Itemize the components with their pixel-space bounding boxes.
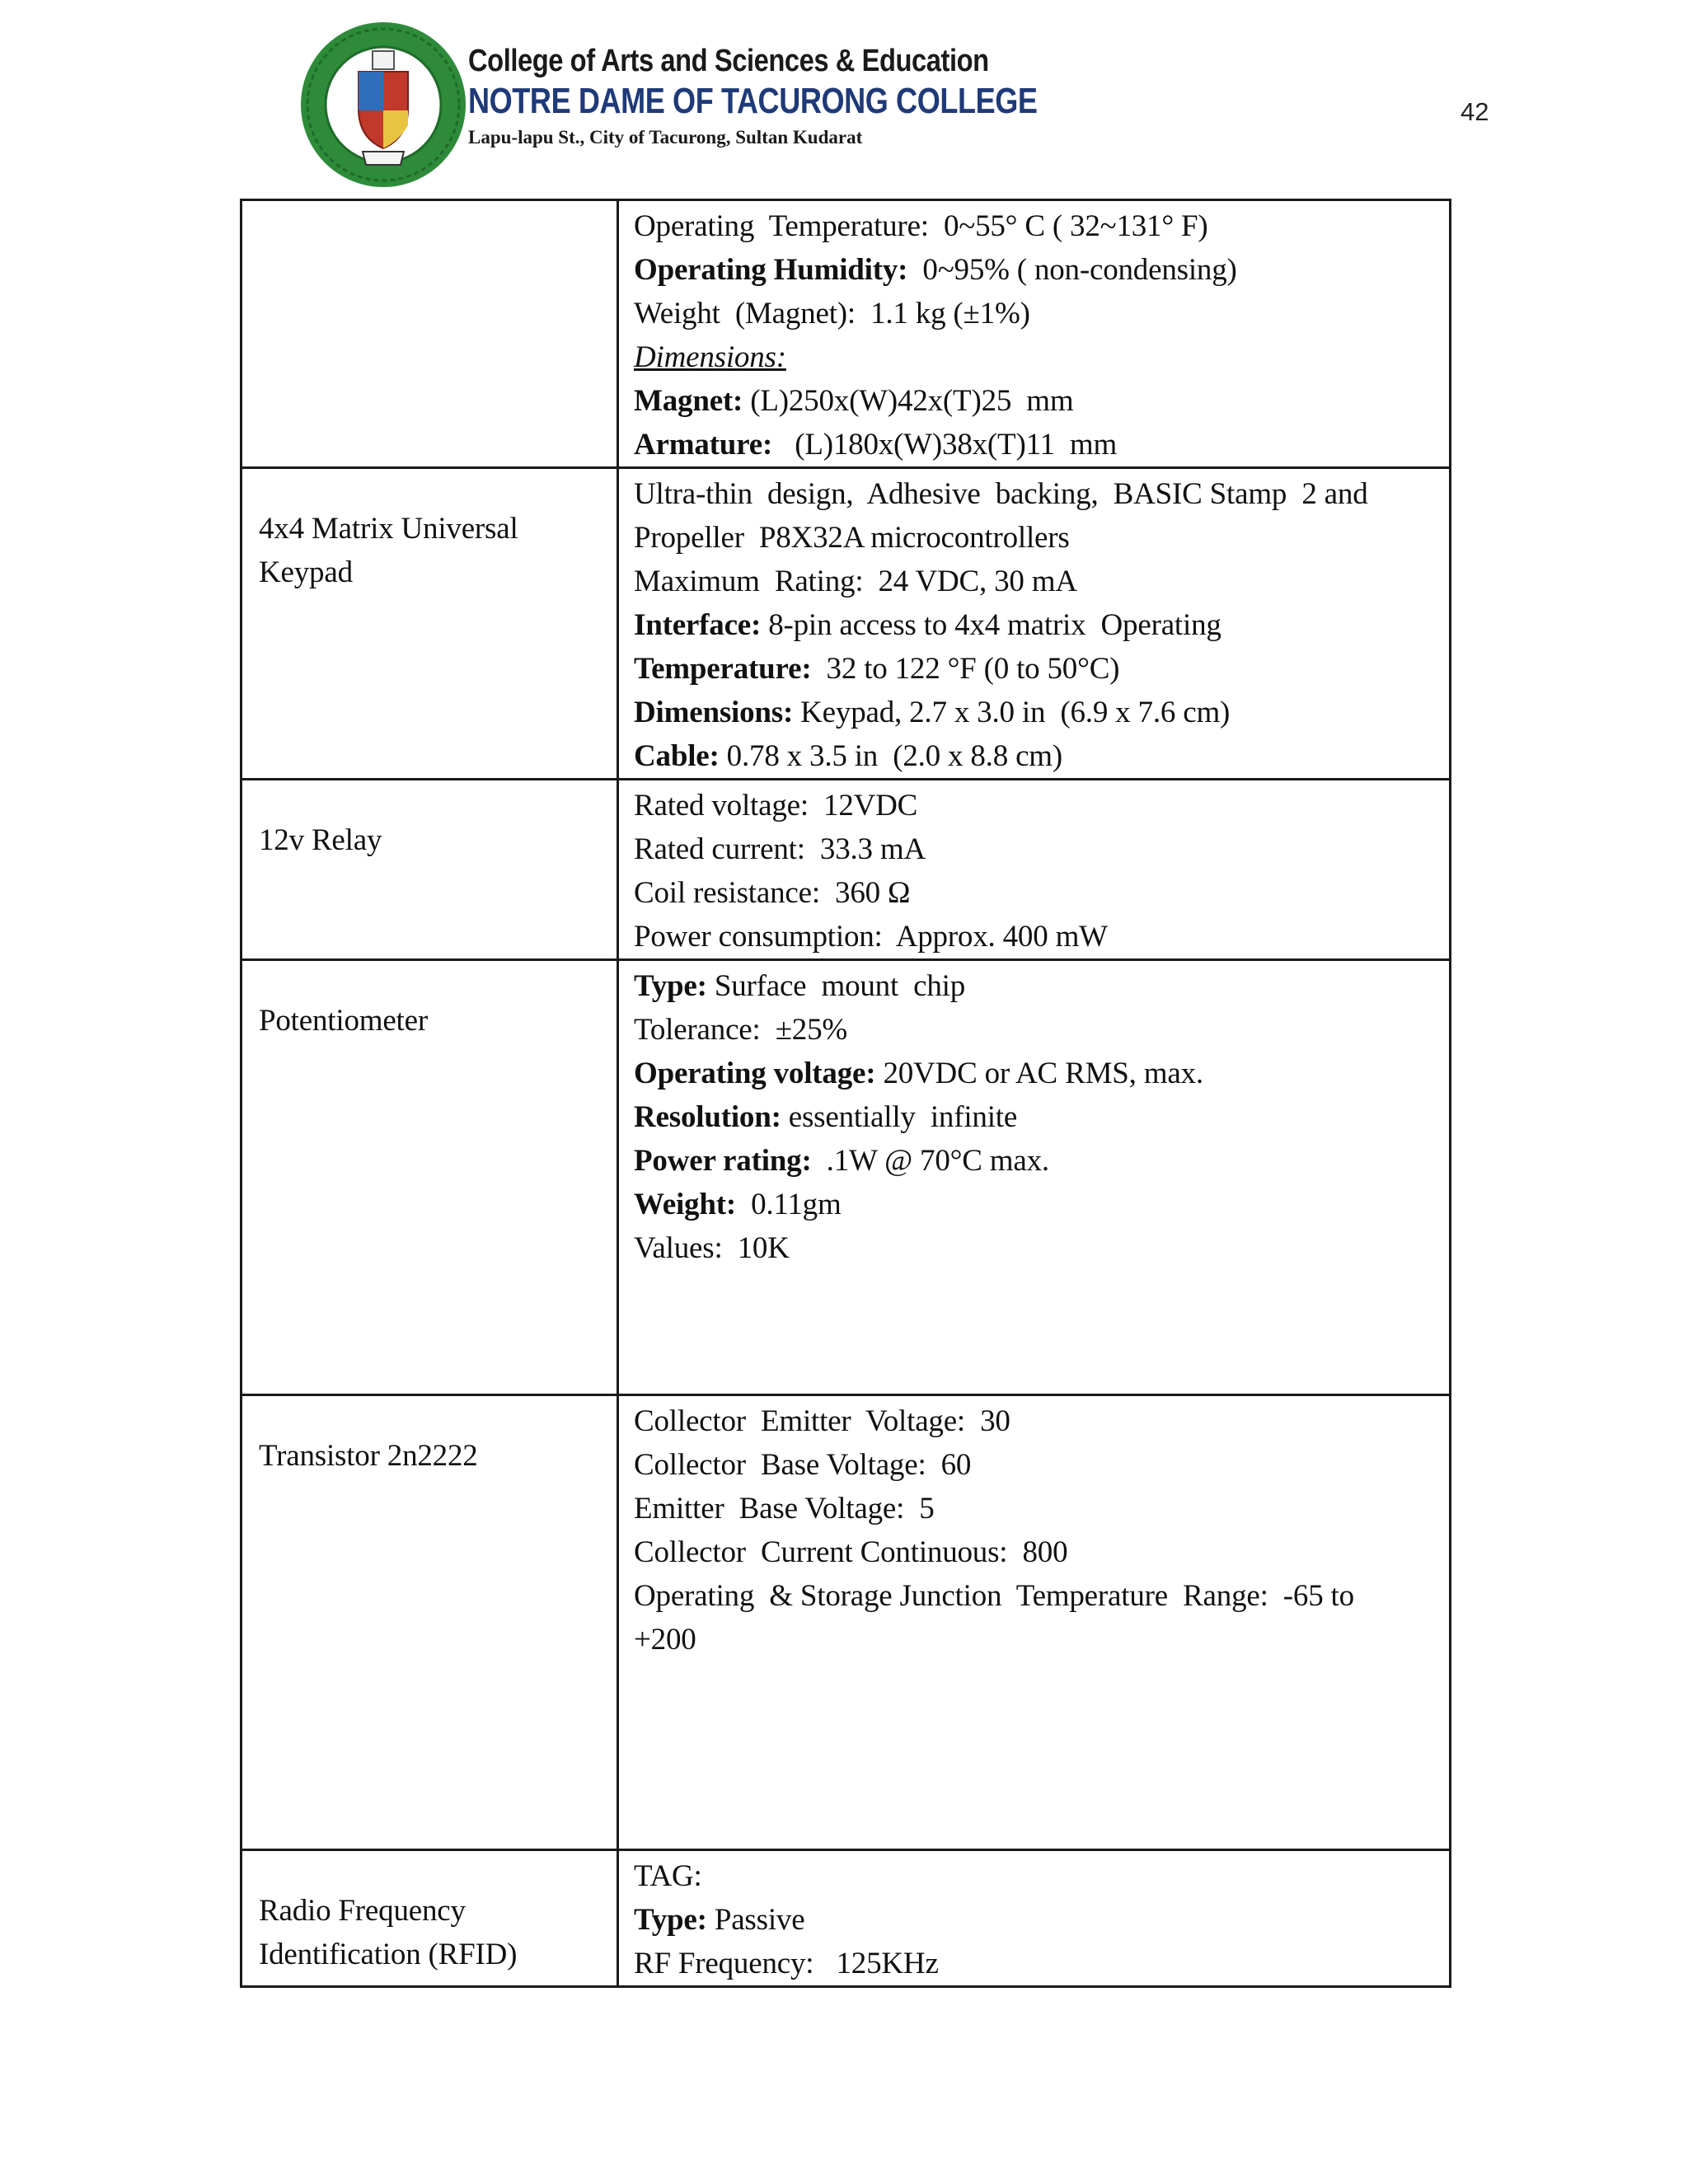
- spec-value: Rated voltage: 12VDC: [634, 789, 918, 823]
- spec-line: [634, 647, 1441, 691]
- spec-value: 20VDC or AC RMS, max.: [875, 1057, 1203, 1090]
- spec-line: [634, 379, 1441, 423]
- spec-label: Type:: [634, 969, 707, 1003]
- spec-value: Ultra-thin design, Adhesive backing, BASIC Stamp 2 and: [634, 477, 1368, 511]
- table-row: [241, 200, 1451, 468]
- spec-line: [634, 204, 1441, 248]
- table-row: [241, 468, 1451, 780]
- spec-label: Cable:: [634, 739, 720, 773]
- spec-label: Resolution:: [634, 1100, 781, 1134]
- spec-value: Operating Temperature: 0~55° C ( 32~131° F): [634, 209, 1208, 243]
- spec-line: [634, 964, 1441, 1008]
- spec-value: (L)250x(W)42x(T)25 mm: [743, 384, 1074, 418]
- spec-value: Keypad, 2.7 x 3.0 in (6.9 x 7.6 cm): [793, 696, 1231, 729]
- spec-value: Values: 10K: [634, 1231, 790, 1265]
- spec-line: [634, 1008, 1441, 1052]
- spec-label: Operating Humidity:: [634, 253, 908, 287]
- component-name-line: Identification (RFID): [259, 1938, 518, 1971]
- spec-value: Rated current: 33.3 mA: [634, 832, 926, 866]
- table-row: [241, 780, 1451, 960]
- spec-line: [634, 516, 1441, 560]
- specification-cell: [618, 200, 1451, 468]
- spec-value: Emitter Base Voltage: 5: [634, 1492, 935, 1526]
- spec-line: [634, 784, 1441, 827]
- spec-value: Propeller P8X32A microcontrollers: [634, 521, 1070, 555]
- school-name: NOTRE DAME OF TACURONG COLLEGE: [468, 81, 1038, 121]
- spec-value: Weight (Magnet): 1.1 kg (±1%): [634, 297, 1030, 330]
- table-row: [241, 1395, 1451, 1850]
- spec-value: +200: [634, 1623, 696, 1657]
- spec-label: Armature:: [634, 428, 773, 462]
- spec-label: Temperature:: [634, 652, 812, 686]
- component-name-line: Transistor 2n2222: [259, 1439, 478, 1473]
- spec-line: [634, 1139, 1441, 1183]
- spec-line: [634, 1942, 1441, 1985]
- spec-line: [634, 1854, 1441, 1898]
- college-name: College of Arts and Sciences & Education: [468, 44, 989, 78]
- component-name-line: Radio Frequency: [259, 1894, 466, 1928]
- table-row: [241, 1850, 1451, 1987]
- page-header: [297, 18, 1039, 191]
- page-number: 42: [1461, 97, 1489, 126]
- spec-line: [634, 827, 1441, 871]
- spec-value: 8-pin access to 4x4 matrix Operating: [761, 608, 1221, 642]
- spec-line: [634, 734, 1441, 778]
- spec-line: [634, 1530, 1441, 1574]
- spec-value: 32 to 122 °F (0 to 50°C): [811, 652, 1120, 686]
- spec-label: Magnet:: [634, 384, 743, 418]
- spec-section-label: Dimensions:: [634, 340, 786, 374]
- component-name-cell: [241, 1395, 618, 1850]
- spec-line: [634, 691, 1441, 734]
- spec-value: Operating & Storage Junction Temperature Range: -65 to: [634, 1579, 1354, 1613]
- component-name-line: 12v Relay: [259, 823, 382, 857]
- component-name-cell: [241, 1850, 618, 1987]
- spec-line: [634, 248, 1441, 292]
- component-name-line: 4x4 Matrix Universal: [259, 512, 518, 546]
- spec-value: Power consumption: Approx. 400 mW: [634, 920, 1108, 954]
- spec-label: Weight:: [634, 1188, 736, 1221]
- spec-value: TAG:: [634, 1859, 702, 1893]
- spec-label: Interface:: [634, 608, 762, 642]
- spec-value: Collector Emitter Voltage: 30: [634, 1404, 1010, 1438]
- spec-label: Type:: [634, 1903, 707, 1937]
- specifications-table: [240, 199, 1451, 1988]
- spec-value: Tolerance: ±25%: [634, 1013, 848, 1047]
- component-name-cell: [241, 468, 618, 780]
- spec-value: Coil resistance: 360 Ω: [634, 876, 911, 910]
- spec-line: [634, 560, 1441, 603]
- spec-value: 0~95% ( non-condensing): [907, 253, 1237, 287]
- spec-line: [634, 1487, 1441, 1530]
- spec-value: (L)180x(W)38x(T)11 mm: [772, 428, 1118, 462]
- spec-line: [634, 1574, 1441, 1618]
- spec-line: [634, 1618, 1441, 1661]
- school-seal-logo: [297, 18, 470, 191]
- spec-value: .1W @ 70°C max.: [811, 1144, 1049, 1178]
- spec-line: [634, 1095, 1441, 1139]
- spec-label: Dimensions:: [634, 696, 794, 729]
- spec-line: [634, 472, 1441, 516]
- spec-line: [634, 1898, 1441, 1942]
- spec-line: [634, 1052, 1441, 1095]
- specification-cell: [618, 468, 1451, 780]
- spec-value: Maximum Rating: 24 VDC, 30 mA: [634, 565, 1077, 598]
- specification-cell: [618, 1395, 1451, 1850]
- spec-line: [634, 423, 1441, 466]
- component-name-cell: [241, 780, 618, 960]
- spec-value: Surface mount chip: [706, 969, 966, 1003]
- spec-value: Collector Base Voltage: 60: [634, 1448, 972, 1482]
- spec-value: essentially infinite: [781, 1100, 1018, 1134]
- component-name-cell: [241, 960, 618, 1395]
- specification-cell: [618, 780, 1451, 960]
- spec-line: [634, 1443, 1441, 1487]
- component-name-cell: [241, 200, 618, 468]
- spec-value: 0.11gm: [735, 1188, 842, 1221]
- spec-value: RF Frequency: 125KHz: [634, 1947, 939, 1980]
- spec-line: [634, 1399, 1441, 1443]
- table-row: [241, 960, 1451, 1395]
- spec-line: [634, 603, 1441, 647]
- specification-cell: [618, 1850, 1451, 1987]
- school-address: Lapu-lapu St., City of Tacurong, Sultan Kudarat: [468, 127, 863, 148]
- spec-value: Collector Current Continuous: 800: [634, 1535, 1068, 1569]
- spec-line: [634, 915, 1441, 958]
- spec-value: 0.78 x 3.5 in (2.0 x 8.8 cm): [719, 739, 1062, 773]
- component-name-line: Keypad: [259, 555, 353, 589]
- spec-line: [634, 292, 1441, 335]
- spec-line: [634, 1226, 1441, 1270]
- spec-line: [634, 871, 1441, 915]
- spec-line: [634, 335, 1441, 379]
- spec-label: Power rating:: [634, 1144, 812, 1178]
- spec-label: Operating voltage:: [634, 1057, 876, 1090]
- spec-line: [634, 1183, 1441, 1226]
- spec-value: Passive: [706, 1903, 805, 1937]
- specification-cell: [618, 960, 1451, 1395]
- component-name-line: Potentiometer: [259, 1004, 428, 1038]
